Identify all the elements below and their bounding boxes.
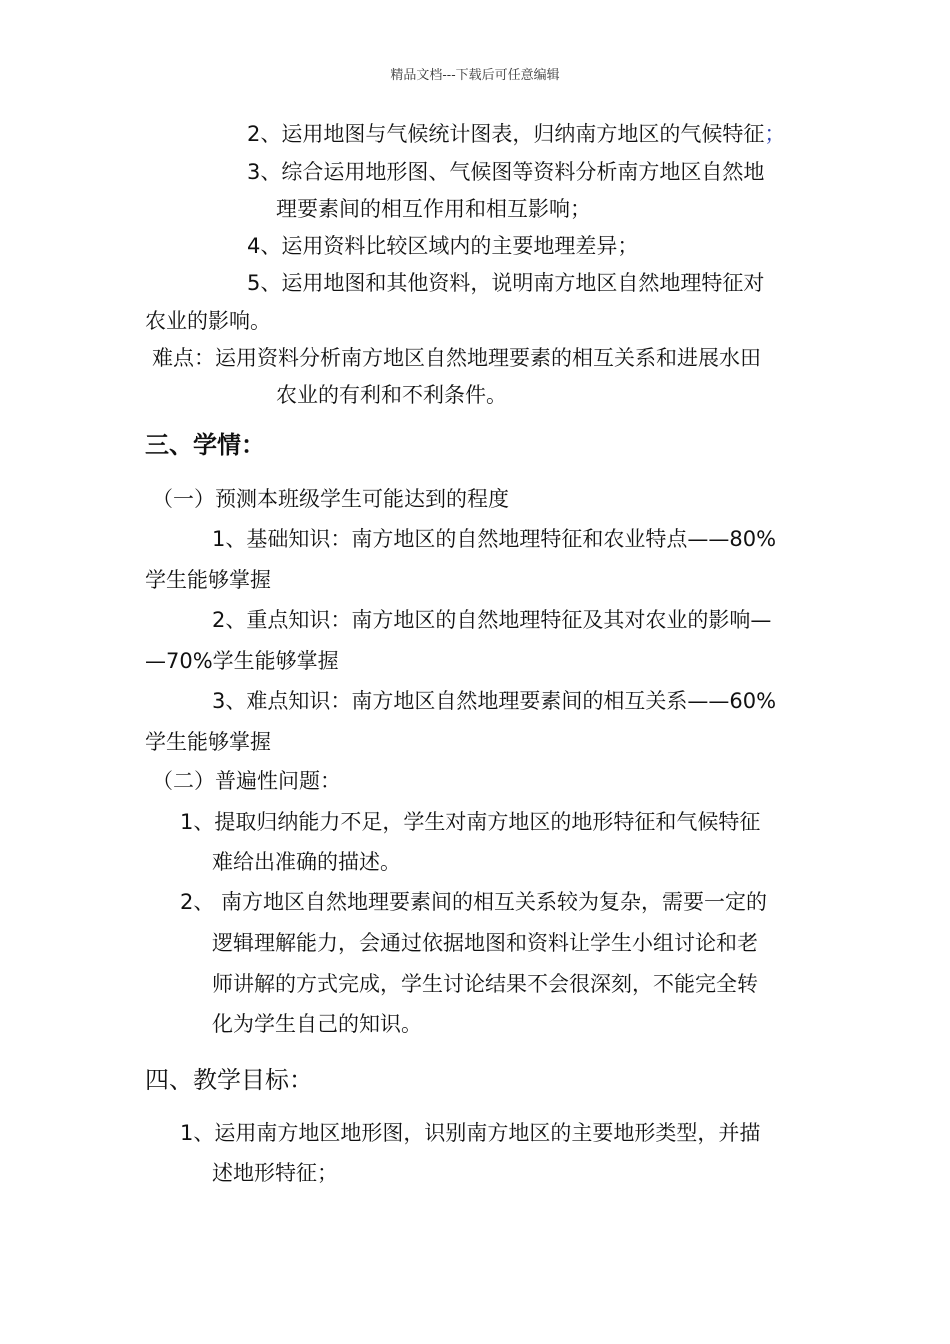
difficulty-line2: 农业的有利和不利条件。 bbox=[276, 383, 507, 407]
section4-item-1-line2: 述地形特征； bbox=[212, 1161, 338, 1185]
section3-sub1-title: （一）预测本班级学生可能达到的程度 bbox=[152, 487, 509, 511]
sub1-item-1-line2: 学生能够掌握 bbox=[145, 568, 271, 592]
sub1-item-2-line1: 2、重点知识：南方地区的自然地理特征及其对农业的影响— bbox=[212, 608, 772, 632]
page-header: 精品文档---下载后可任意编辑 bbox=[390, 68, 560, 83]
sub1-item-3-line2: 学生能够掌握 bbox=[145, 730, 271, 754]
key-point-2 bbox=[247, 119, 785, 149]
section3-sub2-title: （二）普遍性问题： bbox=[152, 769, 341, 793]
key-point-2-semicolon: ； bbox=[764, 122, 786, 146]
key-point-2-text: 2、运用地图与气候统计图表，归纳南方地区的气候特征 bbox=[247, 122, 765, 146]
key-point-3-line1: 3、综合运用地形图、气候图等资料分析南方地区自然地 bbox=[247, 160, 765, 184]
key-point-5-line2: 农业的影响。 bbox=[145, 309, 271, 333]
section3-heading: 三、学情： bbox=[145, 431, 265, 459]
key-point-4: 4、运用资料比较区域内的主要地理差异； bbox=[247, 234, 639, 258]
section4-heading: 四、教学目标： bbox=[145, 1066, 313, 1094]
sub1-item-3-line1: 3、难点知识：南方地区自然地理要素间的相互关系——60% bbox=[212, 689, 777, 713]
key-point-5-line1: 5、运用地图和其他资料，说明南方地区自然地理特征对 bbox=[247, 271, 765, 295]
sub2-item-2-line4: 化为学生自己的知识。 bbox=[212, 1012, 422, 1036]
sub1-item-1-line1: 1、基础知识：南方地区的自然地理特征和农业特点——80% bbox=[212, 527, 777, 551]
key-point-3-line2: 理要素间的相互作用和相互影响； bbox=[276, 197, 591, 221]
difficulty-line1: 难点：运用资料分析南方地区自然地理要素的相互关系和进展水田 bbox=[152, 346, 761, 370]
section4-item-1-line1: 1、运用南方地区地形图，识别南方地区的主要地形类型，并描 bbox=[180, 1121, 761, 1145]
sub1-item-2-line2: —70%学生能够掌握 bbox=[145, 649, 339, 673]
sub2-item-2-line1: 2、 南方地区自然地理要素间的相互关系较为复杂，需要一定的 bbox=[180, 890, 768, 914]
sub2-item-1-line2: 难给出准确的描述。 bbox=[212, 850, 401, 874]
sub2-item-1-line1: 1、提取归纳能力不足，学生对南方地区的地形特征和气候特征 bbox=[180, 810, 761, 834]
sub2-item-2-line3: 师讲解的方式完成，学生讨论结果不会很深刻，不能完全转 bbox=[212, 972, 758, 996]
sub2-item-2-line2: 逻辑理解能力，会通过依据地图和资料让学生小组讨论和老 bbox=[212, 931, 758, 955]
